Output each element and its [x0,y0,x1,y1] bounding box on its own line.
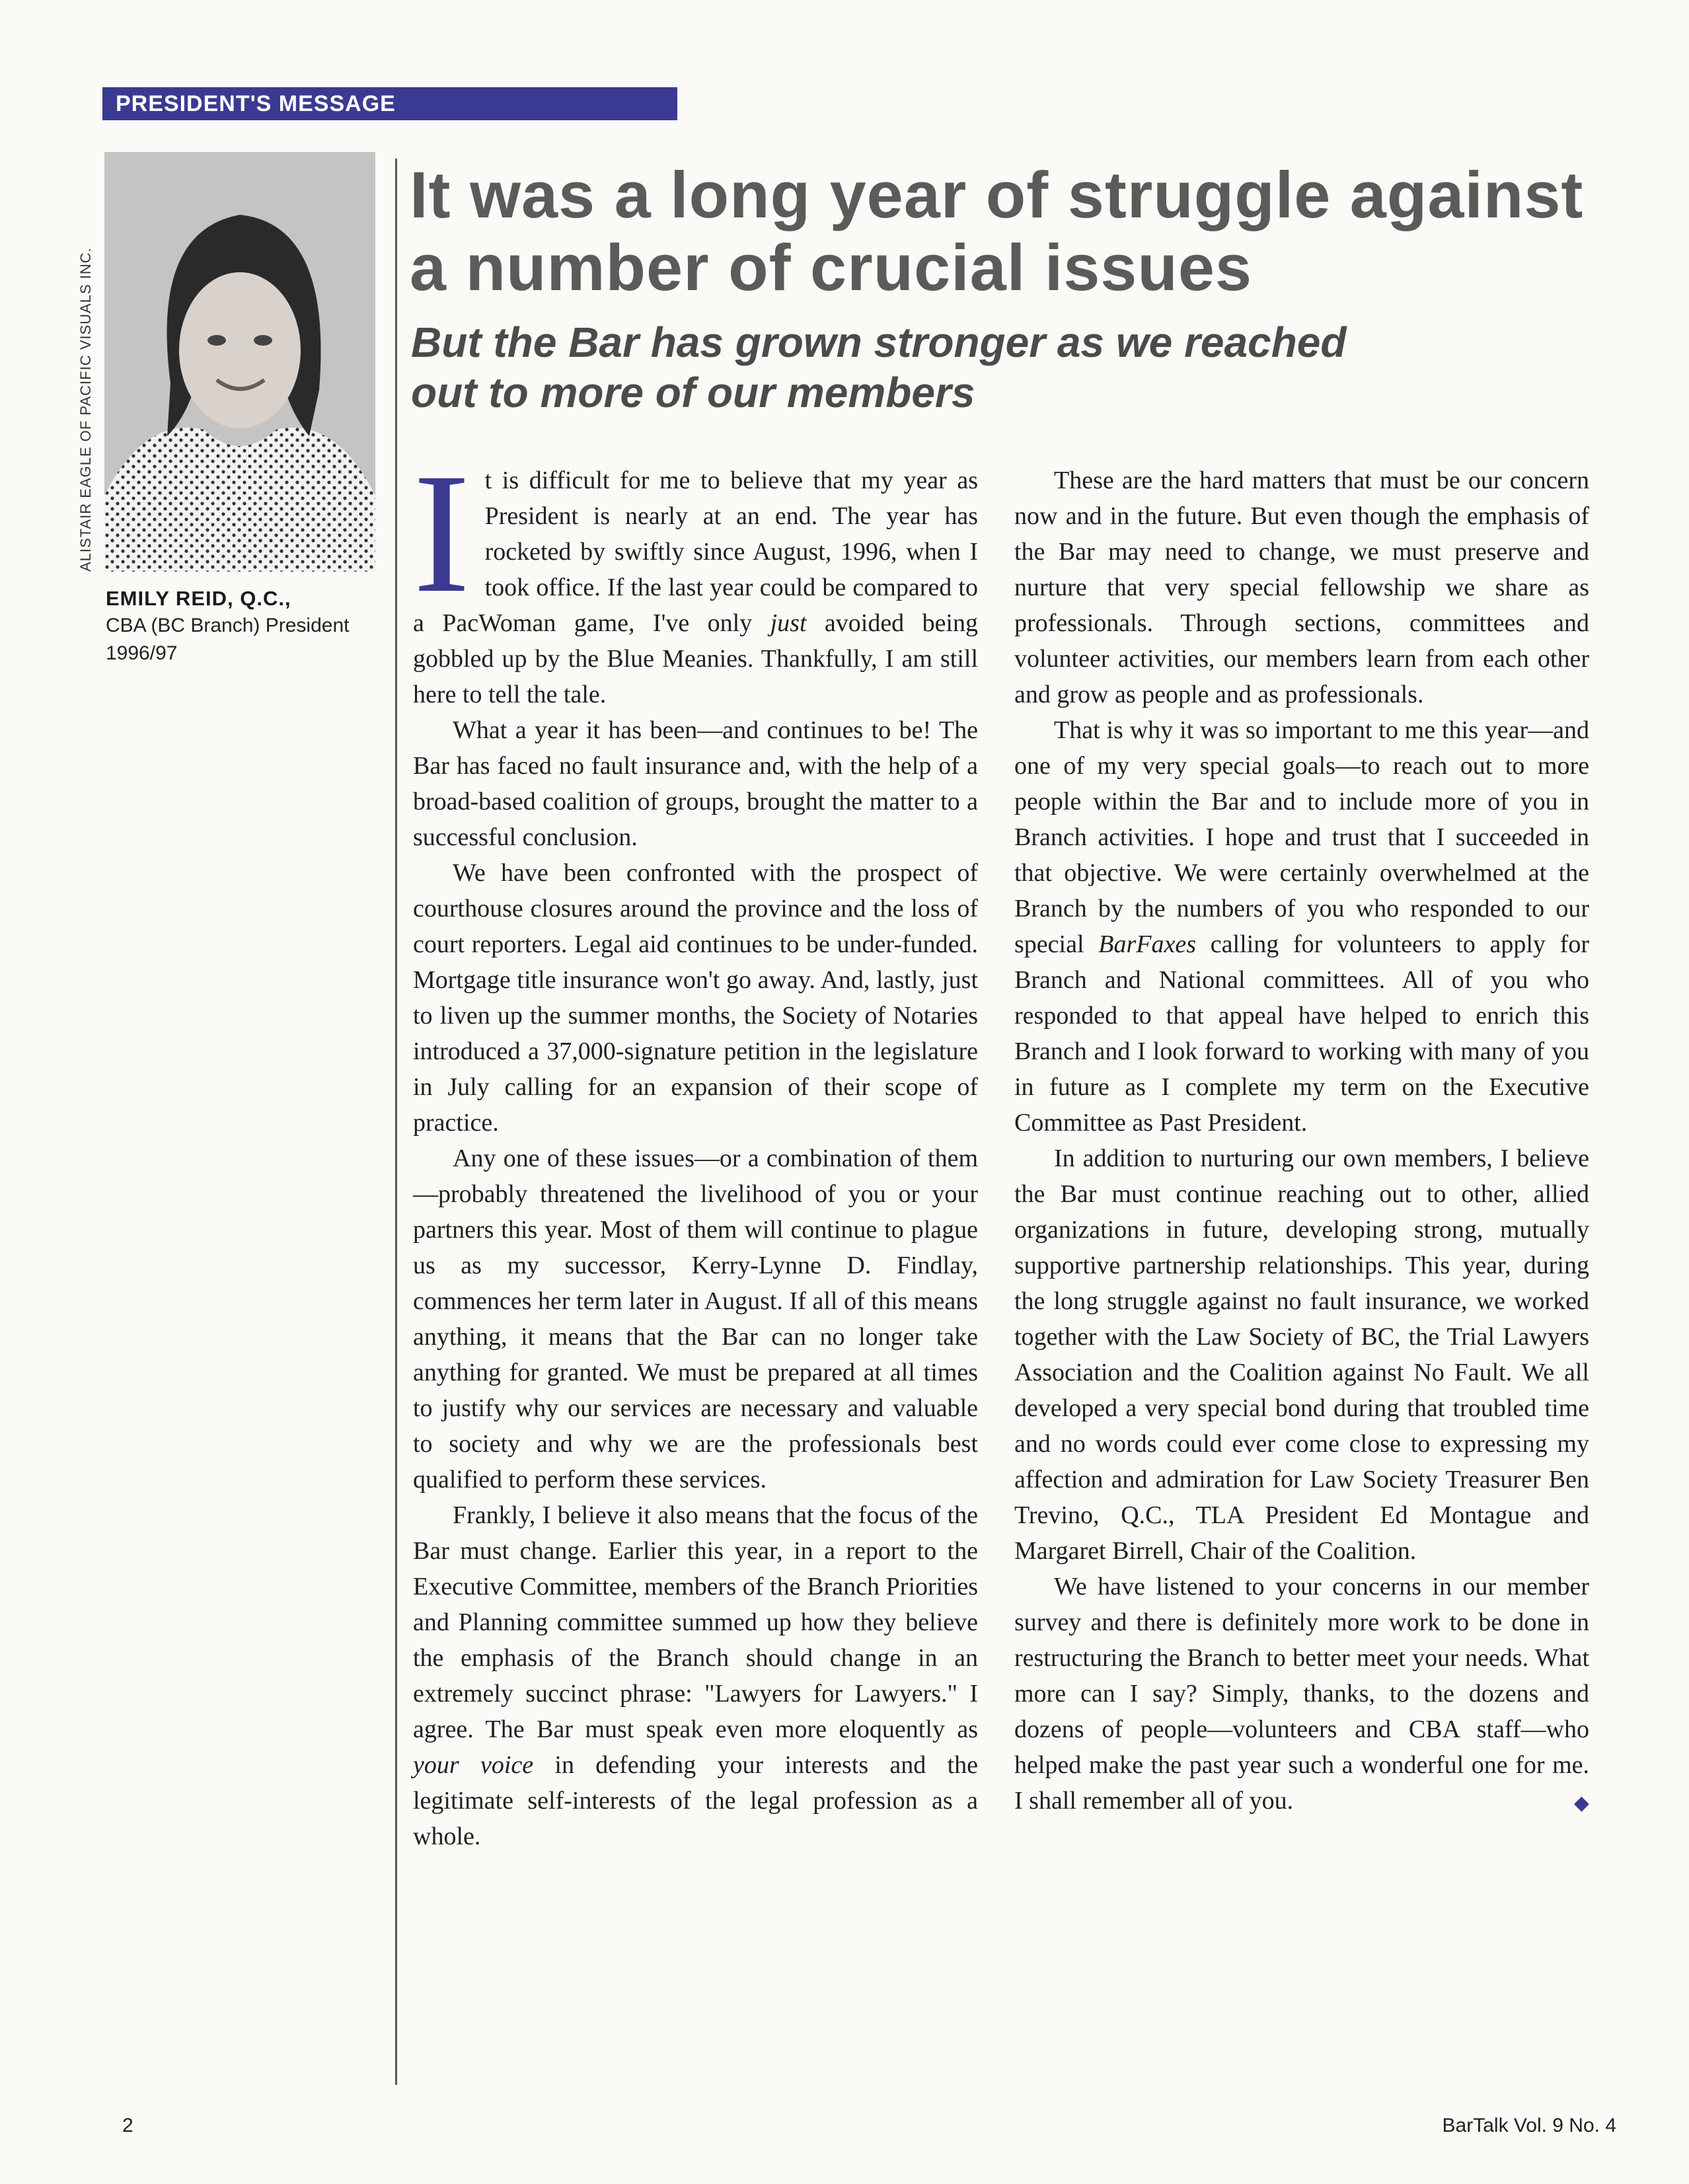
subheadline-line-1: But the Bar has grown stronger as we reached [411,319,1347,366]
paragraph-9: We have listened to your concerns in our member survey and there is definitely more work to be done in restructuring the Branch to better meet your needs. What more can I say? Simply, thanks, to the dozens and dozens of people—volunteers and CBA staff—who helped make the past year such a wonderful one for me. I shall remember all of you. ◆ [1014,1569,1589,1819]
caption-year: 1996/97 [106,642,178,664]
article-column-right [1014,463,1589,1821]
end-diamond-icon: ◆ [1573,1792,1589,1814]
page-number: 2 [122,2115,133,2136]
paragraph-1: It is difficult for me to believe that my year as President is nearly at an end. The year has rocketed by swiftly since August, 1996, when I took office. If the last year could be compared to a PacWoman game, I've only just avoided being gobbled up by the Blue Meanies. Thankfully, I am still here to tell the tale. [413,438,978,708]
headline-line-2: a number of crucial issues [410,231,1252,304]
publication-footer: BarTalk Vol. 9 No. 4 [1442,2115,1616,2136]
photo-credit: ALISTAIR EAGLE OF PACIFIC VISUALS INC. [77,247,94,572]
subheadline [411,317,1534,418]
section-header: PRESIDENT'S MESSAGE [102,87,677,120]
headline [410,159,1665,304]
column-divider [395,159,397,2085]
portrait-illustration [104,152,375,572]
paragraph-5: Frankly, I believe it also means that the focus of the Bar must change. Earlier this year, in a report to the Executive Committee, members of the Branch Priorities and Planning committee summed up how they believe the emphasis of the Branch should change in an extremely succinct phrase: "Lawyers for Lawyers." I agree. The Bar must speak even more eloquently as your voice in defending your interests and the legitimate self-interests of the legal profession as a whole. [413,1501,979,1850]
paragraph-2: What a year it has been—and continues to be! The Bar has faced no fault insurance and, with the help of a broad-based coalition of groups, brought the matter to a successful conclusion. [413,716,978,851]
portrait-photo [104,152,375,572]
subheadline-line-2: out to more of our members [411,369,975,416]
drop-cap: I [413,438,470,628]
article-column-left [413,438,979,1854]
headline-line-1: It was a long year of struggle against [410,158,1584,231]
paragraph-3: We have been confronted with the prospect of courthouse closures around the province and the loss of court reporters. Legal aid continues to be under-funded. Mortgage title insurance won't go away. And, lastly, just to liven up the summer months, the Society of Notaries introduced a 37,000-signature petition in the legislature in July calling for an expansion of their scope of practice. [413,859,978,1137]
paragraph-7: That is why it was so important to me this year—and one of my very special goals—to reach out to more people within the Bar and to include more of you in Branch activities. I hope and trust that I succeeded in that objective. We were certainly overwhelmed at the Branch by the numbers of you who responded to our special BarFaxes calling for volunteers to apply for Branch and National committees. All of you who responded to that appeal have helped to enrich this Branch and I look forward to working with many of you in future as I complete my term on the Executive Committee as Past President. [1014,716,1589,1137]
paragraph-6: These are the hard matters that must be our concern now and in the future. But even though the emphasis of the Bar may need to change, we must preserve and nurture that very special fellowship we share as professionals. Through sections, committees and volunteer activities, our members learn from each other and grow as people and as professionals. [1014,467,1589,708]
paragraph-8: In addition to nurturing our own members, I believe the Bar must continue reaching out to other, allied organizations in future, developing strong, mutually supportive partnership relationships. This year, during the long struggle against no fault insurance, we worked together with the Law Society of BC, the Trial Lawyers Association and the Coalition against No Fault. We all developed a very special bond during that troubled time and no words could ever come close to expressing my affection and admiration for Law Society Treasurer Ben Trevino, Q.C., TLA President Ed Montague and Margaret Birrell, Chair of the Coalition. [1014,1145,1589,1565]
caption-name: EMILY REID, Q.C., [106,587,291,610]
paragraph-4: Any one of these issues—or a combination of them—probably threatened the livelihood of you or your partners this year. Most of them will continue to plague us as my successor, Kerry-Lynne D. Findlay, commences her term later in August. If all of this means anything, it means that the Bar can no longer take anything for granted. We must be prepared at all times to justify why our services are necessary and valuable to society and why we are the professionals best qualified to perform these services. [413,1145,978,1493]
caption-role: CBA (BC Branch) President [106,615,350,636]
